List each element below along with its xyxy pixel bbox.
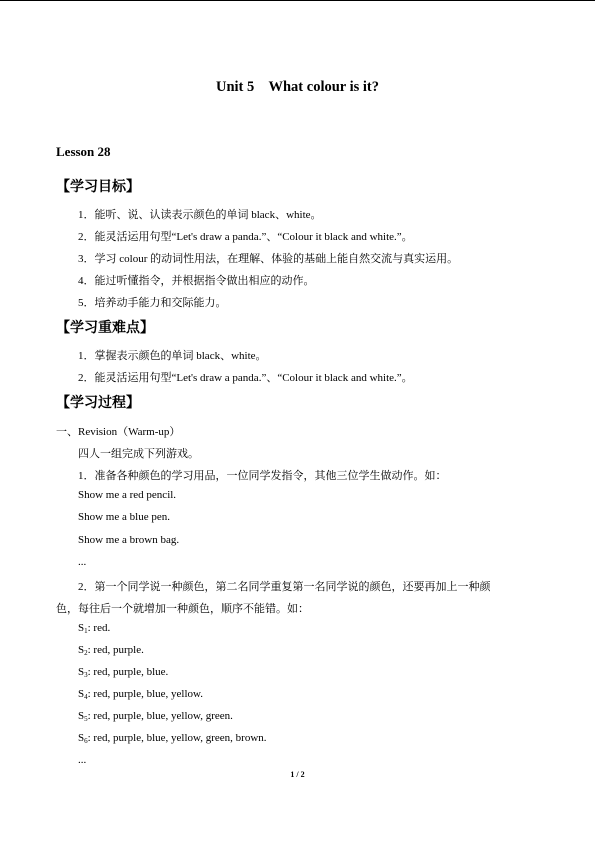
heading-keypoints: 【学习重难点】: [56, 320, 154, 336]
goal-item: 4．能过听懂指令，并根据指令做出相应的动作。: [78, 275, 315, 287]
chain-line: $S_4$: red, purple, blue, yellow.: [78, 688, 203, 701]
keypoint-item: 2．能灵活运用句型“Let's draw a panda.”、“Colour it black and white.”。: [78, 372, 413, 384]
chain-line: $S_1$: red.: [78, 622, 111, 635]
goal-item: 3．学习 colour 的动词性用法，在理解、体验的基础上能自然交流与真实运用。: [78, 253, 459, 265]
ellipsis-line: ...: [78, 556, 87, 568]
example-line: Show me a brown bag.: [78, 534, 180, 546]
chain-line: $S_2$: red, purple.: [78, 644, 144, 657]
page-title: Unit 5 What colour is it?: [215, 79, 379, 95]
ellipsis-line: ...: [78, 754, 87, 766]
heading-goals: 【学习目标】: [56, 179, 140, 195]
step2-line: 2．第一个同学说一种颜色，第二名同学重复第一名同学说的颜色，还要再加上一种颜: [78, 581, 491, 593]
heading-process: 【学习过程】: [56, 395, 140, 411]
group-line: 四人一组完成下列游戏。: [78, 448, 199, 460]
step1-line: 1．准备各种颜色的学习用品，一位同学发指令，其他三位学生做动作。如：: [78, 470, 447, 482]
goal-item: 2．能灵活运用句型“Let's draw a panda.”、“Colour it black and white.”。: [78, 231, 413, 243]
goal-item: 1．能听、说、认读表示颜色的单词 black、white。: [78, 209, 322, 221]
example-line: Show me a red pencil.: [78, 489, 177, 501]
chain-line: $S_5$: red, purple, blue, yellow, green.: [78, 710, 233, 723]
goal-item: 5．培养动手能力和交际能力。: [78, 297, 227, 309]
chain-line: $S_6$: red, purple, blue, yellow, green, brown.: [78, 732, 267, 745]
step2-line-cont: 色，每往后一个就增加一种颜色，顺序不能错。如：: [56, 603, 309, 615]
revision-line: 一、Revision（Warm-up）: [56, 426, 181, 438]
lesson-label: Lesson 28: [56, 144, 111, 159]
top-rule: [0, 0, 595, 1]
page-number: 1 / 2: [290, 770, 305, 779]
example-line: Show me a blue pen.: [78, 511, 170, 523]
keypoint-item: 1．掌握表示颜色的单词 black、white。: [78, 350, 267, 362]
chain-line: $S_3$: red, purple, blue.: [78, 666, 169, 679]
